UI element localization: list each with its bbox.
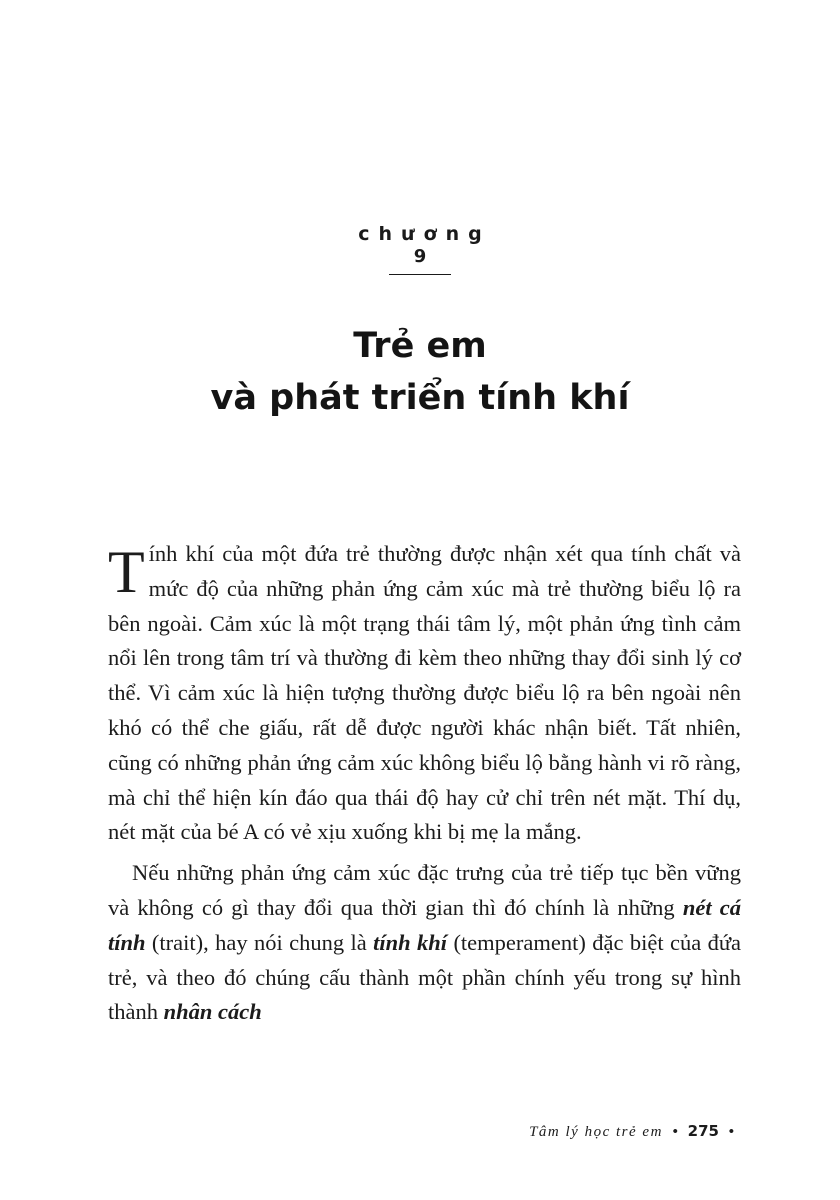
running-title: Tâm lý học trẻ em bbox=[529, 1124, 663, 1140]
paragraph-1 bbox=[108, 537, 741, 850]
chapter-header bbox=[0, 222, 840, 275]
term-net-ca-tinh: nét cá tính bbox=[108, 894, 741, 955]
paragraph-1-text: ính khí của một đứa trẻ thường được nhận xét qua tính chất và mức độ của những phản ứng cảm xúc mà trẻ thường biểu lộ ra bên ngoài. Cảm xúc là một trạng thái tâm lý, một phản ứng tình cảm nổi lên trong tâm trí và thường đi kèm theo những thay đổi sinh lý cơ thể. Vì cảm xúc là hiện tượng thường được biểu lộ ra bên ngoài nên khó có thể che giấu, rất dễ được người khác nhận biết. Tất nhiên, cũng có những phản ứng cảm xúc không biểu lộ bằng hành vi rõ ràng, mà chỉ thể hiện kín đáo qua thái độ hay cử chỉ trên nét mặt. Thí dụ, nét mặt của bé A có vẻ xịu xuống khi bị mẹ la mắng. bbox=[108, 541, 741, 845]
page-footer bbox=[529, 1120, 740, 1143]
paragraph-2-part-2: (trait), hay nói chung là bbox=[145, 929, 374, 955]
term-tinh-khi: tính khí bbox=[373, 929, 448, 955]
body-text bbox=[108, 537, 741, 1030]
chapter-label: chương bbox=[358, 223, 491, 245]
chapter-number: 9 bbox=[413, 246, 427, 267]
chapter-title bbox=[0, 320, 840, 424]
chapter-title-line-1: Trẻ em bbox=[353, 326, 487, 366]
page-number: 275 bbox=[687, 1122, 719, 1140]
footer-bullet-right: • bbox=[728, 1124, 734, 1140]
paragraph-2-part-1: Nếu những phản ứng cảm xúc đặc trưng của trẻ tiếp tục bền vững và không có gì thay đổi qua thời gian thì đó chính là những bbox=[108, 860, 741, 920]
chapter-divider bbox=[389, 274, 451, 275]
term-nhan-cach: nhân cách bbox=[163, 999, 262, 1025]
paragraph-2 bbox=[108, 856, 741, 1030]
paragraph-2-part-3: (temperament) đặc biệt của đứa trẻ, và theo đó chúng cấu thành một phần chính yếu trong sự hình thành bbox=[108, 929, 742, 1025]
chapter-title-line-2: và phát triển tính khí bbox=[210, 378, 630, 418]
drop-cap: T bbox=[108, 539, 145, 605]
footer-bullet-left: • bbox=[672, 1124, 678, 1140]
